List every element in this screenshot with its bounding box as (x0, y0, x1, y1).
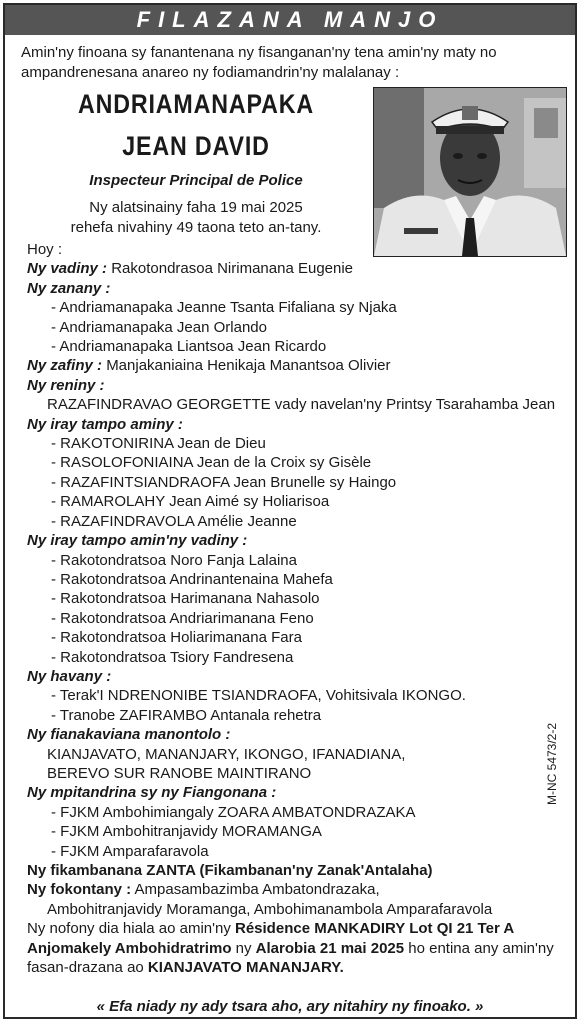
portrait-photo-icon (374, 88, 566, 256)
list-item: - Andriamanapaka Jeanne Tsanta Fifaliana sy Njaka (27, 298, 575, 317)
grandchildren-value: Manjakaniaina Henikaja Manantsoa Olivier (106, 357, 391, 375)
death-date: Ny alatsinainy faha 19 mai 2025 (89, 199, 303, 216)
list-item: - Terak'I NDRENONIBE TSIANDRAOFA, Vohitsivala IKONGO. (27, 686, 575, 705)
fokontany-row (27, 880, 575, 899)
list-item: - RAZAFINDRAVOLA Amélie Jeanne (27, 512, 575, 531)
fokontany-value: Ampasambazimba Ambatondrazaka, (134, 881, 380, 899)
portrait-photo (373, 87, 567, 257)
family-list (27, 240, 575, 978)
age-line: rehefa nivahiny 49 taona teto an-tany. (70, 219, 322, 236)
notice-part3: ho entina any amin'ny fasan-drazana ao (27, 939, 554, 977)
mother-label: Ny reniny : (27, 376, 105, 394)
notice-date: Alarobia 21 mai 2025 (255, 939, 405, 957)
mother-value: RAZAFINDRAVAO GEORGETTE vady navelan'ny Printsy Tsarahamba Jean (47, 396, 556, 414)
hoy-label: Hoy : (27, 241, 63, 258)
family-places-line: KIANJAVATO, MANANJARY, IKONGO, IFANADIANA, (47, 745, 406, 763)
obituary-frame (3, 3, 577, 1019)
family-places-line: BEREVO SUR RANOBE MAINTIRANO (47, 764, 312, 782)
deceased-name-line1: ANDRIAMANAPAKA (77, 89, 315, 119)
whole-family-label: Ny fianakaviana manontolo : (27, 726, 231, 744)
list-item: - FJKM Ambohimiangaly ZOARA AMBATONDRAZAKA (27, 803, 575, 822)
funeral-notice (27, 919, 575, 978)
grandchildren-row (27, 356, 575, 375)
notice-burial-place: KIANJAVATO MANANJARY. (147, 959, 344, 977)
list-item: - Rakotondratsoa Andrinantenaina Mahefa (27, 570, 575, 589)
list-item: - Rakotondratsoa Andriarimanana Feno (27, 609, 575, 628)
notice-residence: Résidence MANKADIRY Lot QI 21 Ter A Anjomakely Ambohidratrimo (27, 920, 514, 957)
list-item: - Rakotondratsoa Holiarimanana Fara (27, 628, 575, 647)
closing-quote: « Efa niady ny ady tsara aho, ary nitahiry ny finoako. » (96, 998, 484, 1015)
list-item: - FJKM Ambohitranjavidy MORAMANGA (27, 822, 575, 841)
list-item: - Andriamanapaka Liantsoa Jean Ricardo (27, 337, 575, 356)
spouse-label: Ny vadiny : (27, 260, 108, 278)
deceased-title: Inspecteur Principal de Police (89, 172, 303, 189)
notice-part1: Ny nofony dia hiala ao amin'ny (27, 920, 235, 938)
list-item: - RAKOTONIRINA Jean de Dieu (27, 434, 575, 453)
list-item: - Tranobe ZAFIRAMBO Antanala rehetra (27, 706, 575, 725)
spouse-siblings-label: Ny iray tampo amin'ny vadiny : (27, 532, 248, 550)
list-item: - Rakotondratsoa Tsiory Fandresena (27, 648, 575, 667)
list-item: - Rakotondratsoa Harimanana Nahasolo (27, 589, 575, 608)
fokontany-label: Ny fokontany : (27, 881, 132, 899)
reference-code: M-NC 5473/2-2 (545, 722, 559, 805)
spouse-row (27, 259, 575, 278)
list-item: - FJKM Amparafaravola (27, 842, 575, 861)
list-item: - RAZAFINTSIANDRAOFA Jean Brunelle sy Haingo (27, 473, 575, 492)
grandchildren-label: Ny zafiny : (27, 357, 103, 375)
relatives-label: Ny havany : (27, 667, 112, 685)
pastors-label: Ny mpitandrina sy ny Fiangonana : (27, 784, 277, 802)
children-label: Ny zanany : (27, 279, 111, 297)
fokontany-line2: Ambohitranjavidy Moramanga, Ambohimanambola Amparafaravola (47, 900, 493, 918)
notice-part2: ny (231, 939, 256, 957)
association-label: Ny fikambanana ZANTA (Fikambanan'ny Zanak'Antalaha) (27, 862, 433, 879)
notice-header: FILAZANA MANJO (5, 5, 575, 35)
list-item: - RASOLOFONIAINA Jean de la Croix sy Gisèle (27, 453, 575, 472)
spouse-value: Rakotondrasoa Nirimanana Eugenie (111, 260, 354, 278)
list-item: - Rakotondratsoa Noro Fanja Lalaina (27, 551, 575, 570)
intro-text: Amin'ny finoana sy fanantenana ny fisanganan'ny tena amin'ny maty no ampandrenesana anareo ny fodiamandrin'ny malalanay : (21, 44, 497, 81)
list-item: - RAMAROLAHY Jean Aimé sy Holiarisoa (27, 492, 575, 511)
siblings-label: Ny iray tampo aminy : (27, 415, 183, 433)
list-item: - Andriamanapaka Jean Orlando (27, 318, 575, 337)
deceased-name-line2: JEAN DAVID (122, 131, 270, 161)
